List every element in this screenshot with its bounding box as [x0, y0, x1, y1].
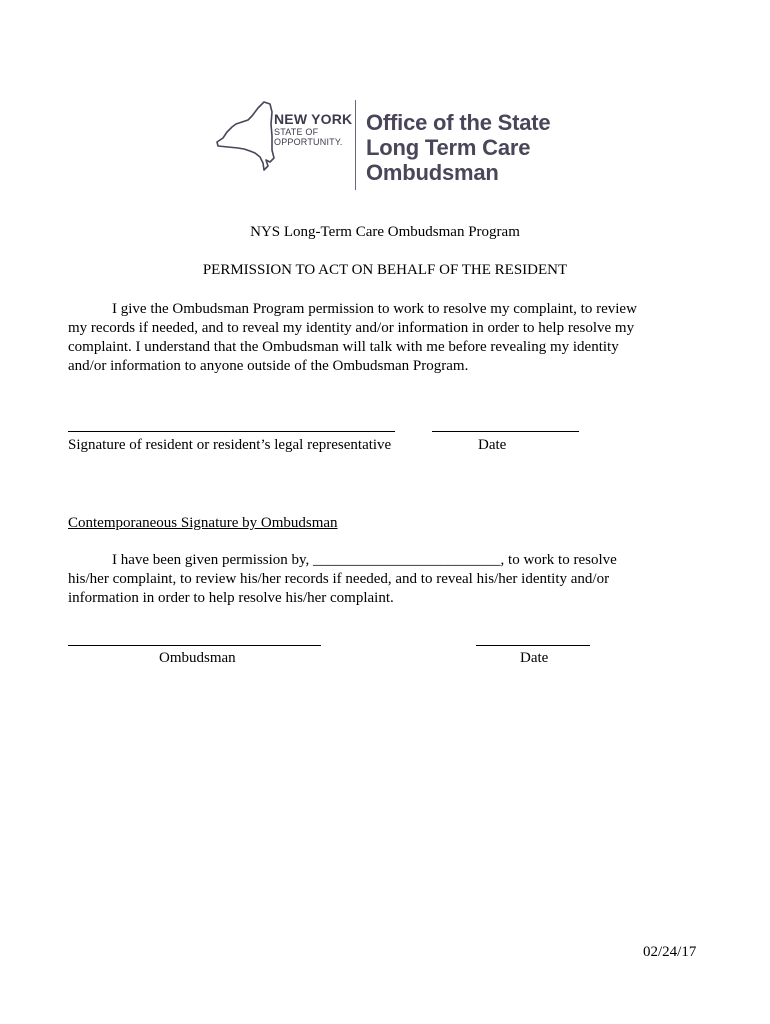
resident-date-label: Date: [478, 437, 507, 453]
ombudsman-paragraph: [68, 551, 708, 608]
form-title: PERMISSION TO ACT ON BEHALF OF THE RESIDENT: [202, 262, 568, 278]
state-name: NEW YORK: [274, 111, 353, 127]
resident-signature-line[interactable]: [68, 431, 395, 432]
office-line-3: Ombudsman: [366, 160, 499, 185]
new-york-state-map-icon: [214, 100, 276, 172]
ombudsman-line-1: I have been given permission by, _________________________, to work to resolve: [112, 552, 617, 568]
permission-line-4: and/or information to anyone outside of the Ombudsman Program.: [68, 358, 469, 374]
footer-revision-date: 02/24/17: [643, 944, 697, 960]
nys-ombudsman-logo: [214, 100, 564, 192]
office-name: [366, 110, 550, 185]
resident-date-line[interactable]: [432, 431, 579, 432]
permission-paragraph: [68, 300, 708, 376]
office-line-1: Office of the State: [366, 110, 551, 135]
ombudsman-section-heading: Contemporaneous Signature by Ombudsman: [68, 515, 338, 531]
ombudsman-line-2: his/her complaint, to review his/her records if needed, and to reveal his/her identity and/or: [68, 571, 610, 587]
program-title: NYS Long-Term Care Ombudsman Program: [250, 224, 520, 240]
ombudsman-date-label: Date: [520, 650, 549, 666]
office-line-2: Long Term Care: [366, 135, 531, 160]
new-york-wordmark: [274, 112, 352, 147]
ombudsman-line-3: information in order to help resolve his/her complaint.: [68, 590, 394, 606]
ombudsman-date-line[interactable]: [476, 645, 590, 646]
permission-line-3: complaint. I understand that the Ombudsman will talk with me before revealing my identity: [68, 339, 619, 355]
state-tagline-1: STATE OF: [274, 127, 319, 137]
state-tagline-2: OPPORTUNITY.: [274, 137, 343, 147]
permission-line-1: I give the Ombudsman Program permission to work to resolve my complaint, to review: [112, 301, 637, 317]
logo-divider: [355, 100, 356, 190]
ombudsman-signature-line[interactable]: [68, 645, 321, 646]
permission-line-2: my records if needed, and to reveal my identity and/or information in order to help resolve my: [68, 320, 635, 336]
ombudsman-signature-label: Ombudsman: [159, 650, 236, 666]
resident-signature-label: Signature of resident or resident’s legal representative: [68, 437, 392, 453]
